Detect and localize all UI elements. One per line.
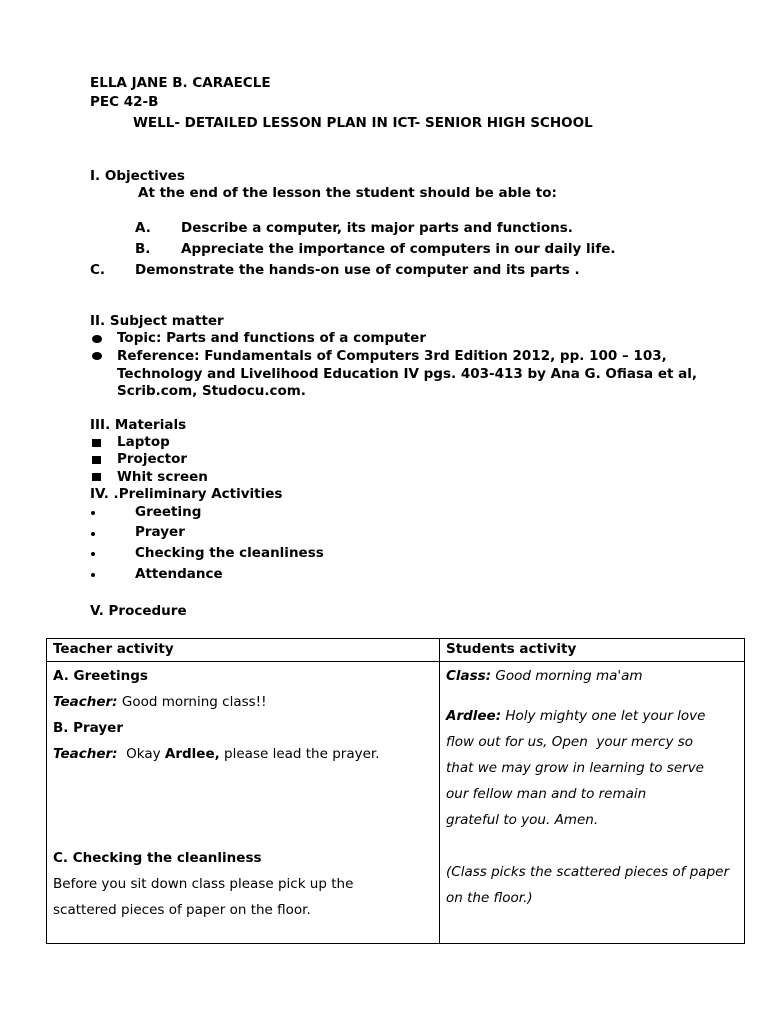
material-item: Projector (117, 451, 187, 467)
author-name: ELLA JANE B. CARAECLE (90, 75, 271, 91)
objective-marker: A. (135, 220, 151, 236)
procedure-table (46, 638, 745, 944)
procedure-heading: V. Procedure (90, 603, 187, 619)
bullet-small-icon (91, 532, 95, 536)
objective-marker: B. (135, 241, 151, 257)
material-item: Laptop (117, 434, 170, 450)
students-activity-header: Students activity (440, 639, 745, 662)
class-action-text: (Class picks the scattered pieces of paper (446, 864, 729, 880)
speaker-label: Ardlee: (446, 708, 502, 724)
objective-text: Appreciate the importance of computers in our daily life. (181, 241, 616, 257)
speaker-label: Class: (446, 668, 492, 684)
objective-marker: C. (90, 262, 106, 278)
student-name: Ardlee, (164, 746, 220, 762)
teacher-activity-cell (47, 662, 440, 944)
table-row (47, 662, 745, 944)
class-response-text: Good morning ma'am (491, 668, 643, 684)
teacher-greeting-line (53, 689, 433, 715)
subject-reference-line: Reference: Fundamentals of Computers 3rd Edition 2012, pp. 100 – 103, (117, 348, 667, 364)
preliminary-item: Greeting (135, 504, 202, 520)
students-activity-cell (440, 662, 745, 944)
teacher-activity-header: Teacher activity (47, 639, 440, 662)
bullet-dot-icon (92, 352, 102, 360)
prayer-text: Holy mighty one let your love (501, 708, 706, 724)
cleanliness-text: scattered pieces of paper on the floor. (53, 902, 311, 918)
preliminary-heading: IV. .Preliminary Activities (90, 486, 283, 502)
ardlee-prayer-line (446, 703, 738, 729)
prayer-text: that we may grow in learning to serve (446, 760, 704, 776)
objectives-intro: At the end of the lesson the student should be able to: (138, 185, 557, 201)
subject-matter-heading: II. Subject matter (90, 313, 224, 329)
material-item: Whit screen (117, 469, 208, 485)
speaker-label: Teacher: (53, 694, 118, 710)
bullet-small-icon (91, 552, 95, 556)
prayer-text: our fellow man and to remain (446, 786, 647, 802)
bullet-square-icon (92, 473, 101, 481)
greetings-heading: A. Greetings (53, 668, 148, 684)
preliminary-item: Prayer (135, 524, 185, 540)
cleanliness-heading: C. Checking the cleanliness (53, 850, 262, 866)
bullet-square-icon (92, 439, 101, 447)
prayer-text: flow out for us, Open your mercy so (446, 734, 694, 750)
bullet-dot-icon (92, 335, 102, 343)
class-response-line (446, 663, 738, 689)
cleanliness-text: Before you sit down class please pick up the (53, 876, 354, 892)
prayer-heading: B. Prayer (53, 720, 123, 736)
prayer-text: grateful to you. Amen. (446, 812, 599, 828)
greeting-text: Good morning class!! (117, 694, 267, 710)
preliminary-item: Checking the cleanliness (135, 545, 324, 561)
objectives-heading: I. Objectives (90, 168, 185, 184)
teacher-prayer-line (53, 741, 433, 767)
prayer-text: please lead the prayer. (219, 746, 380, 762)
subject-topic: Topic: Parts and functions of a computer (117, 330, 426, 346)
objective-text: Demonstrate the hands-on use of computer and its parts . (135, 262, 580, 278)
document-title: WELL- DETAILED LESSON PLAN IN ICT- SENIOR HIGH SCHOOL (133, 115, 593, 131)
materials-heading: III. Materials (90, 417, 187, 433)
table-header-row (47, 639, 745, 662)
objective-text: Describe a computer, its major parts and functions. (181, 220, 573, 236)
class-section: PEC 42-B (90, 94, 159, 110)
bullet-square-icon (92, 456, 101, 464)
subject-reference-line: Technology and Livelihood Education IV pgs. 403-413 by Ana G. Ofiasa et al, (117, 366, 698, 382)
bullet-small-icon (91, 511, 95, 515)
speaker-label: Teacher: (53, 746, 118, 762)
prayer-text: Okay (117, 746, 165, 762)
class-action-text: on the floor.) (446, 890, 533, 906)
preliminary-item: Attendance (135, 566, 223, 582)
bullet-small-icon (91, 573, 95, 577)
subject-reference-line: Scrib.com, Studocu.com. (117, 383, 306, 399)
